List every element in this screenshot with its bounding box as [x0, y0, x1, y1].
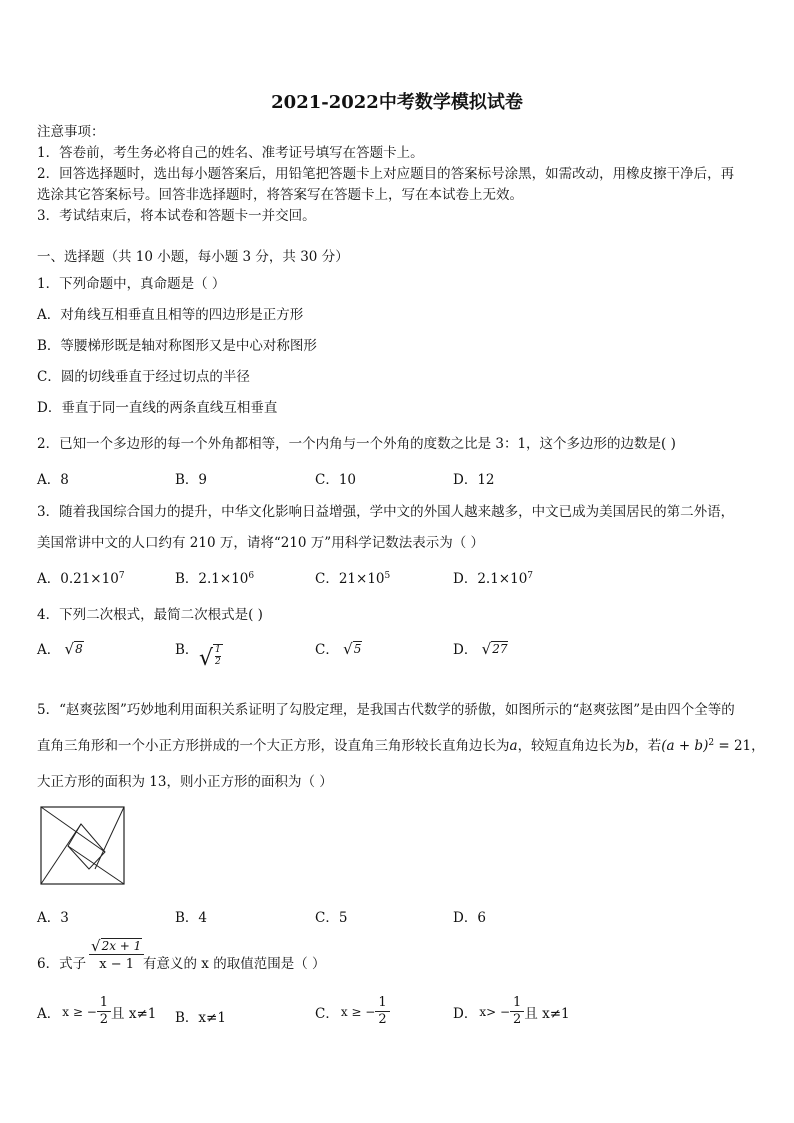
- question-6-option-a: A． x ≥ − $\frac{1}{2}$ 且 x≠1: [37, 995, 157, 1027]
- question-2-stem: 2．已知一个多边形的每一个外角都相等，一个内角与一个外角的度数之比是 3：1，这个多边形的边数是( ): [37, 436, 676, 452]
- option-label: B．: [175, 642, 199, 658]
- option-label: A．: [37, 1005, 61, 1022]
- question-2-option-d: D．12: [453, 472, 495, 488]
- option-label: C．: [315, 642, 339, 658]
- question-1-option-d: D．垂直于同一直线的两条直线互相垂直: [37, 400, 278, 416]
- triangle-edge: [68, 846, 124, 884]
- radical-expression: √ 8: [64, 640, 83, 658]
- fraction: $\frac{1}{2}$: [375, 995, 389, 1028]
- question-4-option-d: [453, 638, 508, 658]
- notice-item-1: 1．答卷前，考生务必将自己的姓名、准考证号填写在答题卡上。: [37, 145, 424, 161]
- question-1-option-c: C．圆的切线垂直于经过切点的半径: [37, 369, 250, 385]
- question-2-option-c: C．10: [315, 472, 357, 488]
- question-3-option-d: [453, 567, 533, 587]
- question-6-fraction: √ 2x + 1 x − 1: [89, 938, 144, 974]
- option-label: C．: [315, 1005, 339, 1022]
- question-3-option-c: [315, 567, 390, 587]
- question-5-option-a: A．3: [37, 910, 69, 926]
- option-label: D．: [453, 571, 478, 587]
- fraction: $\frac{1}{2}$: [510, 995, 524, 1028]
- question-3-option-a: [37, 567, 125, 587]
- sci-exponent: 5: [384, 571, 391, 581]
- section-heading: 一、选择题（共 10 小题，每小题 3 分，共 30 分）: [37, 249, 349, 265]
- question-5-line-2: 直角三角形和一个小正方形拼成的一个大正方形，设直角三角形较长直角边长为a，较短直角边长为b，若$(a + b)^2 = 21$，: [37, 738, 765, 754]
- option-label: D．: [453, 642, 478, 658]
- question-4-option-b: [175, 638, 221, 671]
- question-2-option-a: A．8: [37, 472, 69, 488]
- option-label: C．: [315, 571, 339, 587]
- sci-exponent: 7: [118, 571, 125, 581]
- question-4-stem: 4．下列二次根式，最简二次根式是( ): [37, 607, 263, 623]
- sci-base: 0.21×10: [60, 571, 119, 587]
- sci-base: 21×10: [338, 571, 385, 587]
- question-5-line-1: 5．“赵爽弦图”巧妙地利用面积关系证明了勾股定理，是我国古代数学的骄傲，如图所示的“赵爽弦图”是由四个全等的: [37, 702, 735, 718]
- zhao-shuang-diagram: [40, 806, 126, 886]
- question-3-option-b: [175, 567, 254, 587]
- question-4-option-c: [315, 638, 362, 658]
- inner-square: [68, 824, 105, 869]
- question-2-option-b: B．9: [175, 472, 208, 488]
- fraction: $\frac{1}{2}$: [97, 995, 111, 1028]
- option-label: B．: [175, 571, 199, 587]
- notice-item-2: 2．回答选择题时，选出每小题答案后，用铅笔把答题卡上对应题目的答案标号涂黑，如需改动，用橡皮擦干净后，再: [37, 166, 735, 182]
- sci-base: 2.1×10: [477, 571, 528, 587]
- question-4-option-a: [37, 638, 84, 658]
- question-6-option-b: B．x≠1: [175, 1010, 226, 1026]
- formula-exponent: 2: [708, 738, 715, 748]
- question-3-line-1: 3．随着我国综合国力的提升，中华文化影响日益增强，学中文的外国人越来越多，中文已成为美国居民的第二外语，: [37, 504, 735, 520]
- question-6-option-c: C． x ≥ − $\frac{1}{2}$: [315, 995, 390, 1028]
- question-6-option-d: D． x> − $\frac{1}{2}$ 且 x≠1: [453, 995, 570, 1027]
- radical-expression: √ 5: [343, 640, 362, 658]
- triangle-edge: [41, 807, 105, 852]
- notice-item-3: 3．考试结束后，将本试卷和答题卡一并交回。: [37, 208, 316, 224]
- radical-fraction: √ 1 2: [199, 645, 221, 671]
- sci-exponent: 6: [248, 571, 255, 581]
- question-5-option-b: B．4: [175, 910, 208, 926]
- page-title: 2021-2022中考数学模拟试卷: [271, 92, 523, 113]
- outer-square: [41, 807, 124, 884]
- notice-heading: 注意事项：: [37, 124, 105, 140]
- var-a: a: [509, 738, 518, 754]
- question-6-stem-post: 有意义的 x 的取值范围是（ ）: [143, 956, 326, 972]
- question-1-stem: 1．下列命题中，真命题是（ ）: [37, 276, 226, 292]
- option-label: A．: [37, 642, 61, 658]
- var-b: b: [625, 738, 635, 754]
- radical-expression: √ 27: [481, 640, 508, 658]
- formula: (a + b): [661, 738, 709, 754]
- option-label: D．: [453, 1005, 478, 1022]
- question-5-line-3: 大正方形的面积为 13，则小正方形的面积为（ ）: [37, 774, 333, 790]
- question-3-line-2: 美国常讲中文的人口约有 210 万，请将“210 万”用科学记数法表示为（ ）: [37, 535, 485, 551]
- question-6-stem-pre: 6．式子: [37, 956, 87, 972]
- sci-base: 2.1×10: [198, 571, 249, 587]
- question-1-option-a: A．对角线互相垂直且相等的四边形是正方形: [37, 307, 304, 323]
- notice-item-2-cont: 选涂其它答案标号。回答非选择题时，将答案写在答题卡上，写在本试卷上无效。: [37, 187, 523, 203]
- triangle-edge: [95, 807, 124, 869]
- sci-exponent: 7: [527, 571, 534, 581]
- option-label: A．: [37, 571, 61, 587]
- question-5-option-c: C．5: [315, 910, 348, 926]
- question-1-option-b: B．等腰梯形既是轴对称图形又是中心对称图形: [37, 338, 317, 354]
- question-5-option-d: D．6: [453, 910, 486, 926]
- formula-rhs: = 21，: [714, 738, 765, 754]
